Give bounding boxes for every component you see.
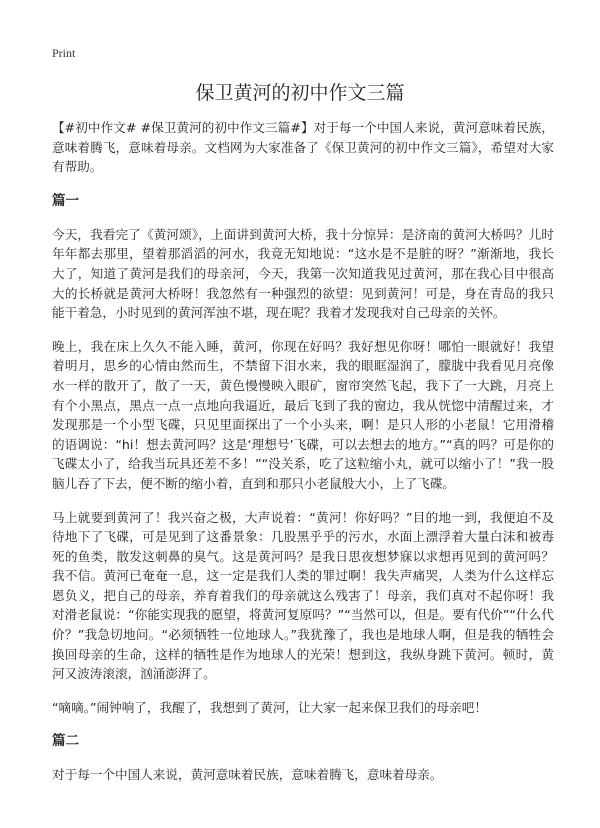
print-link[interactable]: Print	[52, 46, 76, 60]
section-1-paragraph-2: 晚上，我在床上久久不能入睡，黄河，你现在好吗？我好想见你呀！哪怕一眼就好！我望着明月，思乡的心情由然而生，不禁留下泪水来，我的眼眶湿润了，朦胧中我看见月亮像水一样的散开了，散了一天，黄色慢慢映入眼矿，窗帘突然飞起，我下了一大跳，月亮上有个小黑点，黑点一点一点地向我逼近，最后飞到了我的窗边，我从恍惚中清醒过来，才发现那是一个小型飞碟，只见里面探出了一个小头来，啊！是只人形的小老鼠！它用滑稽的语调说：“hi！想去黄河吗？这是‘理想号’飞碟，可以去想去的地方。”“真的吗？可是你的飞碟太小了，给我当玩具还差不多！”“没关系，吃了这粒缩小丸，就可以缩小了！”我一股脑儿吞了下去，便不断的缩小着，直到和那只小老鼠般大小，上了飞碟。	[52, 338, 554, 491]
section-heading-2: 篇二	[52, 733, 79, 750]
intro-paragraph: 【#初中作文# #保卫黄河的初中作文三篇#】对于每一个中国人来说，黄河意味着民族，意味着腾飞，意味着母亲。文档网为大家准备了《保卫黄河的初中作文三篇》，希望对大家有帮助。	[52, 120, 554, 175]
section-heading-1: 篇一	[52, 192, 79, 209]
section-1-paragraph-3: 马上就要到黄河了！我兴奋之极，大声说着：“黄河！你好吗？”目的地一到，我便迫不及待地下了飞碟，可是见到了这番景象：几股黑乎乎的污水，水面上漂浮着大量白沫和被毒死的鱼类，散发这刺鼻的臭气。这是黄河吗？是我日思夜想梦寐以求想再见到的黄河吗？我不信。黄河已奄奄一息，这一定是我们人类的罪过啊！我失声痛哭，人类为什么这样忘恩负义，把自己的母亲，养育着我们的母亲就这么残害了！母亲，我们真对不起你呀！我对滑老鼠说：“你能实现我的愿望，将黄河复原吗？”“当然可以，但是。要有代价”“什么代价？”我急切地问。“必须牺牲一位地球人。”我犹豫了，我也是地球人啊，但是我的牺牲会换回母亲的生命，这样的牺牲是作为地球人的光荣！想到这，我纵身跳下黄河。顿时，黄河又波涛滚滚，汹涌澎湃了。	[52, 509, 554, 682]
section-1-paragraph-4: “嘀嘀。”闹钟响了，我醒了，我想到了黄河，让大家一起来保卫我们的母亲吧！	[52, 699, 487, 715]
article-body	[52, 118, 554, 799]
section-2-paragraph-1: 对于每一个中国人来说，黄河意味着民族，意味着腾飞，意味着母亲。	[52, 767, 443, 783]
page-title: 保卫黄河的初中作文三篇	[195, 82, 405, 104]
section-1-paragraph-1: 今天，我看完了《黄河颂》，上面讲到黄河大桥，我十分惊异：是济南的黄河大桥吗？儿时年年都去那里，望着那滔滔的河水，我竟无知地说：“这水是不是脏的呀？”渐渐地，我长大了，知道了黄河是我们的母亲河，今天，我第一次知道我见过黄河，那在我心目中很高大的长桥就是黄河大桥呀！我忽然有一种强烈的欲望：见到黄河！可是，身在青岛的我只能干着急，小时见到的黄河浑浊不堪，现在呢？我着才发现我对自己母亲的关怀。	[52, 226, 554, 321]
